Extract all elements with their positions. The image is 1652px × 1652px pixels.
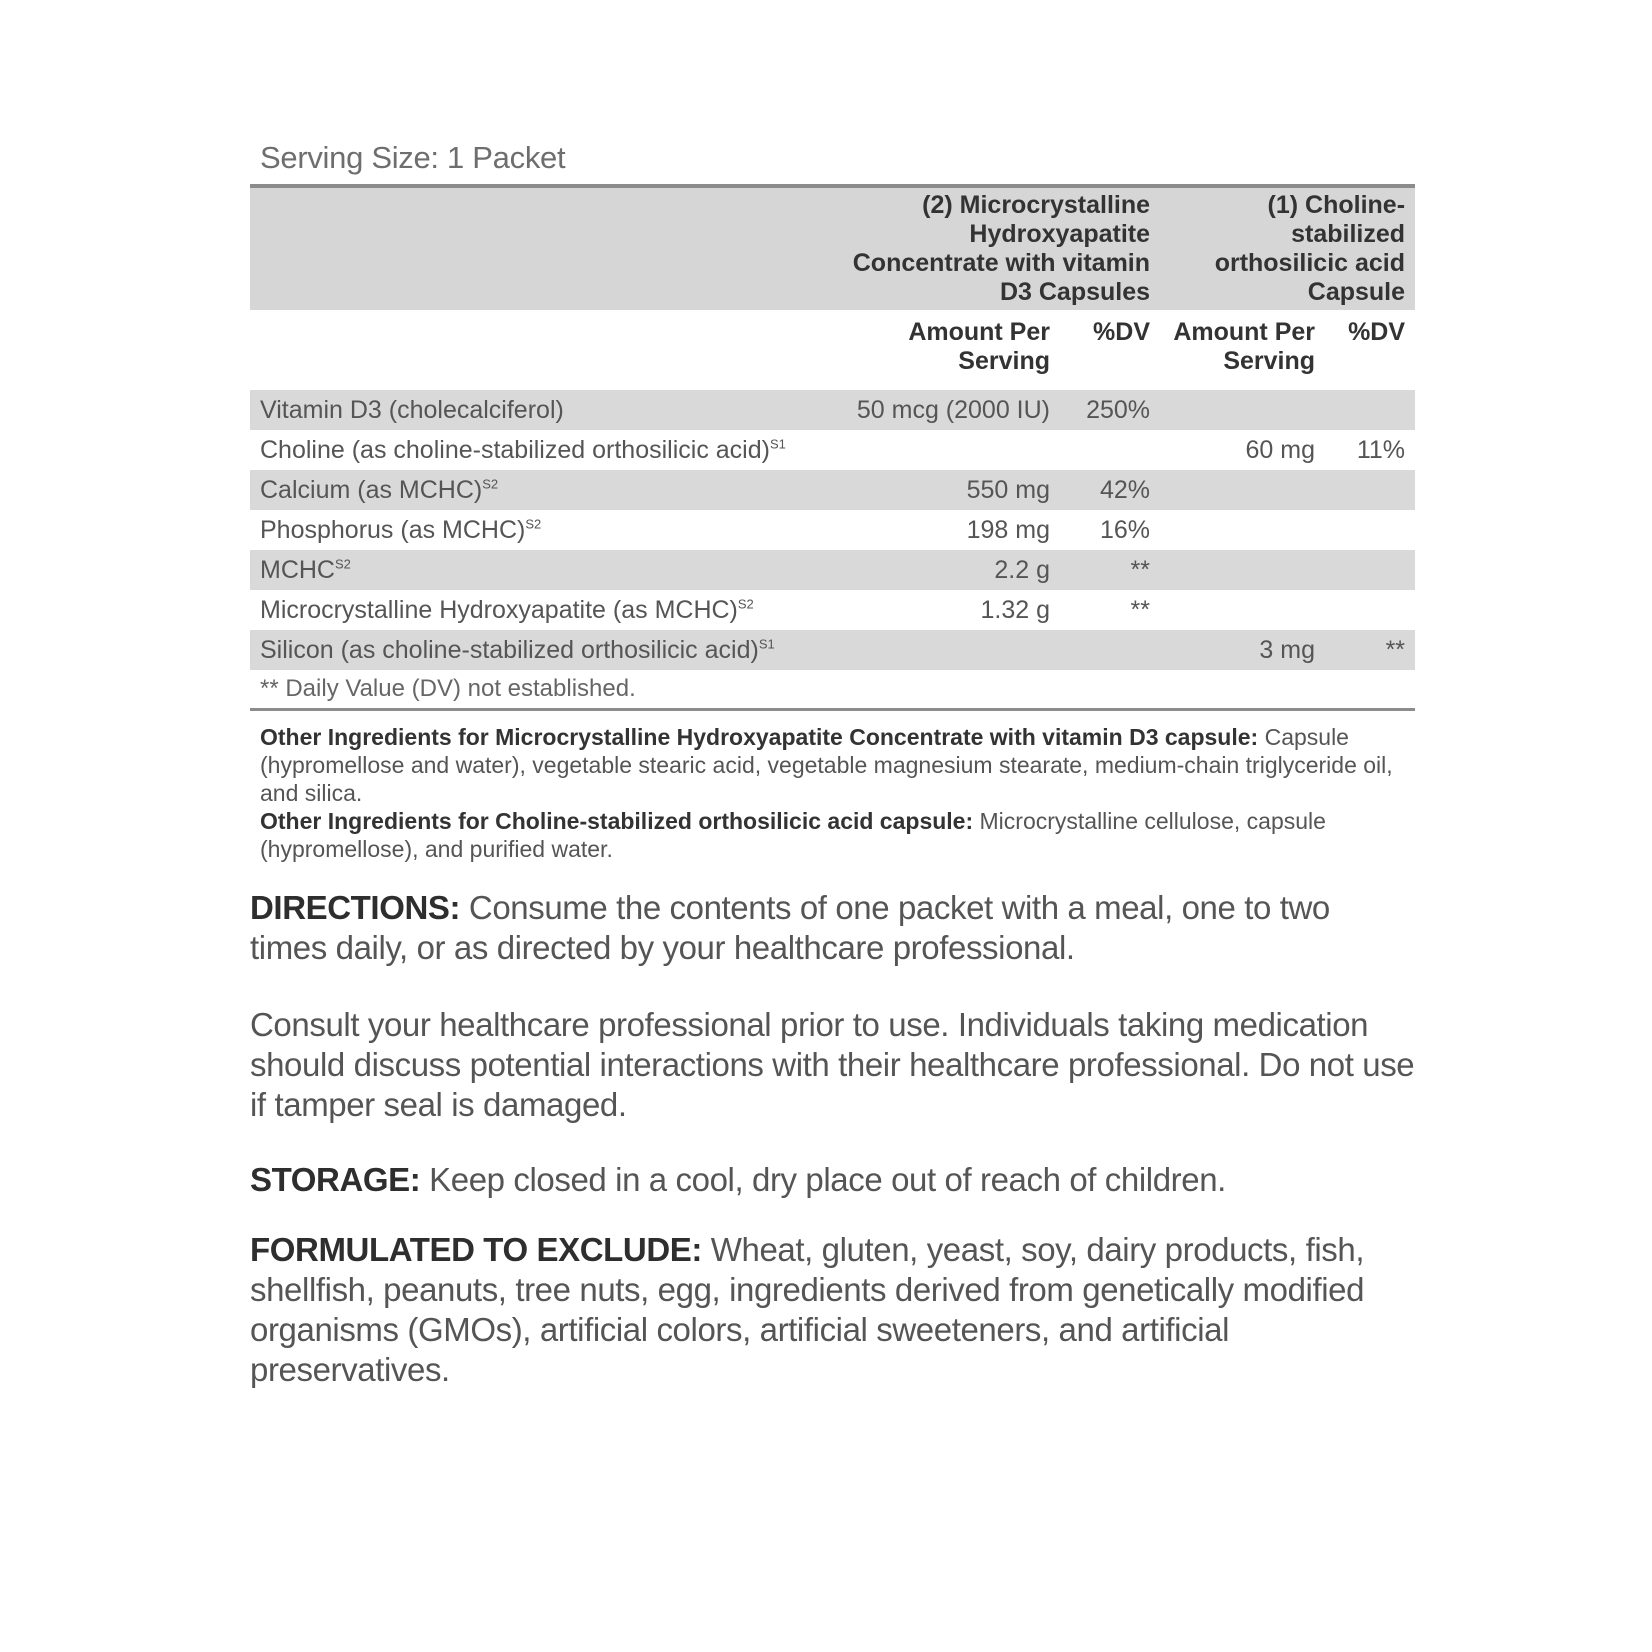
nutrient-name: Calcium (as MCHC)$^{S2}$	[250, 470, 810, 510]
nutrient-name: Phosphorus (as MCHC)$^{S2}$	[260, 515, 542, 544]
nutrient-row	[250, 390, 1415, 430]
dv-2	[1325, 550, 1415, 590]
nutrient-name: Silicon (as choline-stabilized orthosilicic acid)$^{S1}$	[250, 630, 810, 670]
amount-1: 198 mg	[966, 515, 1050, 544]
dv-1	[1060, 430, 1160, 470]
serving-size: Serving Size: 1 Packet	[260, 140, 566, 175]
supplement-facts-table	[250, 184, 1415, 711]
amount-1	[810, 630, 1060, 670]
dv-1: **	[1060, 550, 1160, 590]
footnote-marker: S2	[482, 476, 499, 492]
nutrient-row	[250, 510, 1415, 550]
dv-header-2: %DV	[1348, 318, 1406, 346]
product2-header: (1) Choline-stabilized orthosilicic acid Capsule	[1160, 186, 1415, 310]
amount-1: 50 mcg (2000 IU)	[810, 390, 1060, 430]
nutrient-row	[250, 470, 1415, 510]
other-ingredients-label-1: Other Ingredients for Microcrystalline Hydroxyapatite Concentrate with vitamin D3 capsule:	[260, 724, 1259, 750]
amount-2: 60 mg	[1245, 435, 1316, 464]
dv-2: 11%	[1356, 435, 1406, 464]
amount-2	[1160, 470, 1325, 510]
exclude-text: Wheat, gluten, yeast, soy, dairy products, fish, shellfish, peanuts, tree nuts, egg, ingredients derived from genetically modified organisms (GMOs), artificial colors, artificial sweeteners, and artificial preservatives.	[250, 1231, 1365, 1388]
column-header-row	[250, 310, 1415, 390]
nutrient-row	[250, 630, 1415, 670]
dv-1: 16%	[1099, 515, 1151, 544]
subheader-blank	[250, 310, 810, 390]
storage-paragraph	[250, 1160, 1415, 1200]
dv-2	[1325, 470, 1415, 510]
amount-1	[810, 430, 1060, 470]
nutrient-rows	[250, 390, 1415, 710]
dv-2	[1325, 390, 1415, 430]
footnote-marker: S2	[737, 596, 754, 612]
nutrient-name: Choline (as choline-stabilized orthosilicic acid)$^{S1}$	[260, 435, 786, 464]
footnote-marker: S2	[335, 556, 351, 572]
amount-per-serving-header-1: Amount Per Serving	[908, 318, 1050, 375]
amount-1: 1.32 g	[980, 595, 1050, 624]
dv-1: **	[1130, 595, 1151, 624]
amount-1: 550 mg	[810, 470, 1060, 510]
amount-2	[1160, 550, 1325, 590]
directions-paragraph	[250, 888, 1415, 968]
amount-2	[1160, 390, 1325, 430]
dv-1	[1060, 630, 1160, 670]
dv-2	[1325, 590, 1415, 630]
dv-header-1: %DV	[1093, 318, 1151, 346]
nutrient-row	[250, 550, 1415, 590]
directions-label: DIRECTIONS:	[250, 889, 461, 926]
footnote-marker: S1	[769, 436, 786, 452]
consult-paragraph: Consult your healthcare professional prior to use. Individuals taking medication should discuss potential interactions with their healthcare professional. Do not use if tamper seal is damaged.	[250, 1006, 1415, 1123]
dv-2: **	[1325, 630, 1415, 670]
nutrient-row	[250, 430, 1415, 470]
amount-2	[1160, 590, 1325, 630]
other-ingredients	[260, 723, 1415, 863]
dv-1: 250%	[1060, 390, 1160, 430]
nutrient-name: Microcrystalline Hydroxyapatite (as MCHC)$^{S2}$	[260, 595, 754, 624]
storage-label: STORAGE:	[250, 1161, 421, 1198]
dv-2	[1325, 510, 1415, 550]
amount-2	[1160, 510, 1325, 550]
other-ingredients-text-1: Capsule (hypromellose and water), vegetable stearic acid, vegetable magnesium stearate, medium-chain triglyceride oil, and silica.	[260, 724, 1393, 806]
dv-1: 42%	[1060, 470, 1160, 510]
nutrient-name: Vitamin D3 (cholecalciferol)	[250, 390, 810, 430]
directions-text: Consume the contents of one packet with a meal, one to two times daily, or as directed by your healthcare professional.	[250, 889, 1330, 966]
header-blank	[250, 186, 810, 310]
other-ingredients-capsule-1	[260, 723, 1415, 807]
amount-2: 3 mg	[1160, 630, 1325, 670]
exclude-label: FORMULATED TO EXCLUDE:	[250, 1231, 702, 1268]
dv-footnote: ** Daily Value (DV) not established.	[260, 675, 636, 702]
exclude-paragraph	[250, 1230, 1415, 1390]
footnote-row	[250, 670, 1415, 710]
other-ingredients-text-2: Microcrystalline cellulose, capsule (hypromellose), and purified water.	[260, 808, 1326, 862]
footnote-marker: S1	[758, 636, 775, 652]
footnote-marker: S2	[525, 516, 542, 532]
product-header-row	[250, 186, 1415, 310]
product1-header: (2) Microcrystalline Hydroxyapatite Concentrate with vitamin D3 Capsules	[810, 186, 1160, 310]
nutrient-name: $MCHC^{S2}$	[250, 550, 810, 590]
storage-text: Keep closed in a cool, dry place out of reach of children.	[429, 1161, 1226, 1198]
other-ingredients-label-2: Other Ingredients for Choline-stabilized orthosilicic acid capsule:	[260, 808, 974, 834]
supplement-facts-label	[250, 140, 1415, 863]
amount-1: 2.2 g	[810, 550, 1060, 590]
amount-per-serving-header-2: Amount Per Serving	[1173, 318, 1316, 375]
other-ingredients-capsule-2	[260, 807, 1415, 863]
nutrient-row	[250, 590, 1415, 630]
